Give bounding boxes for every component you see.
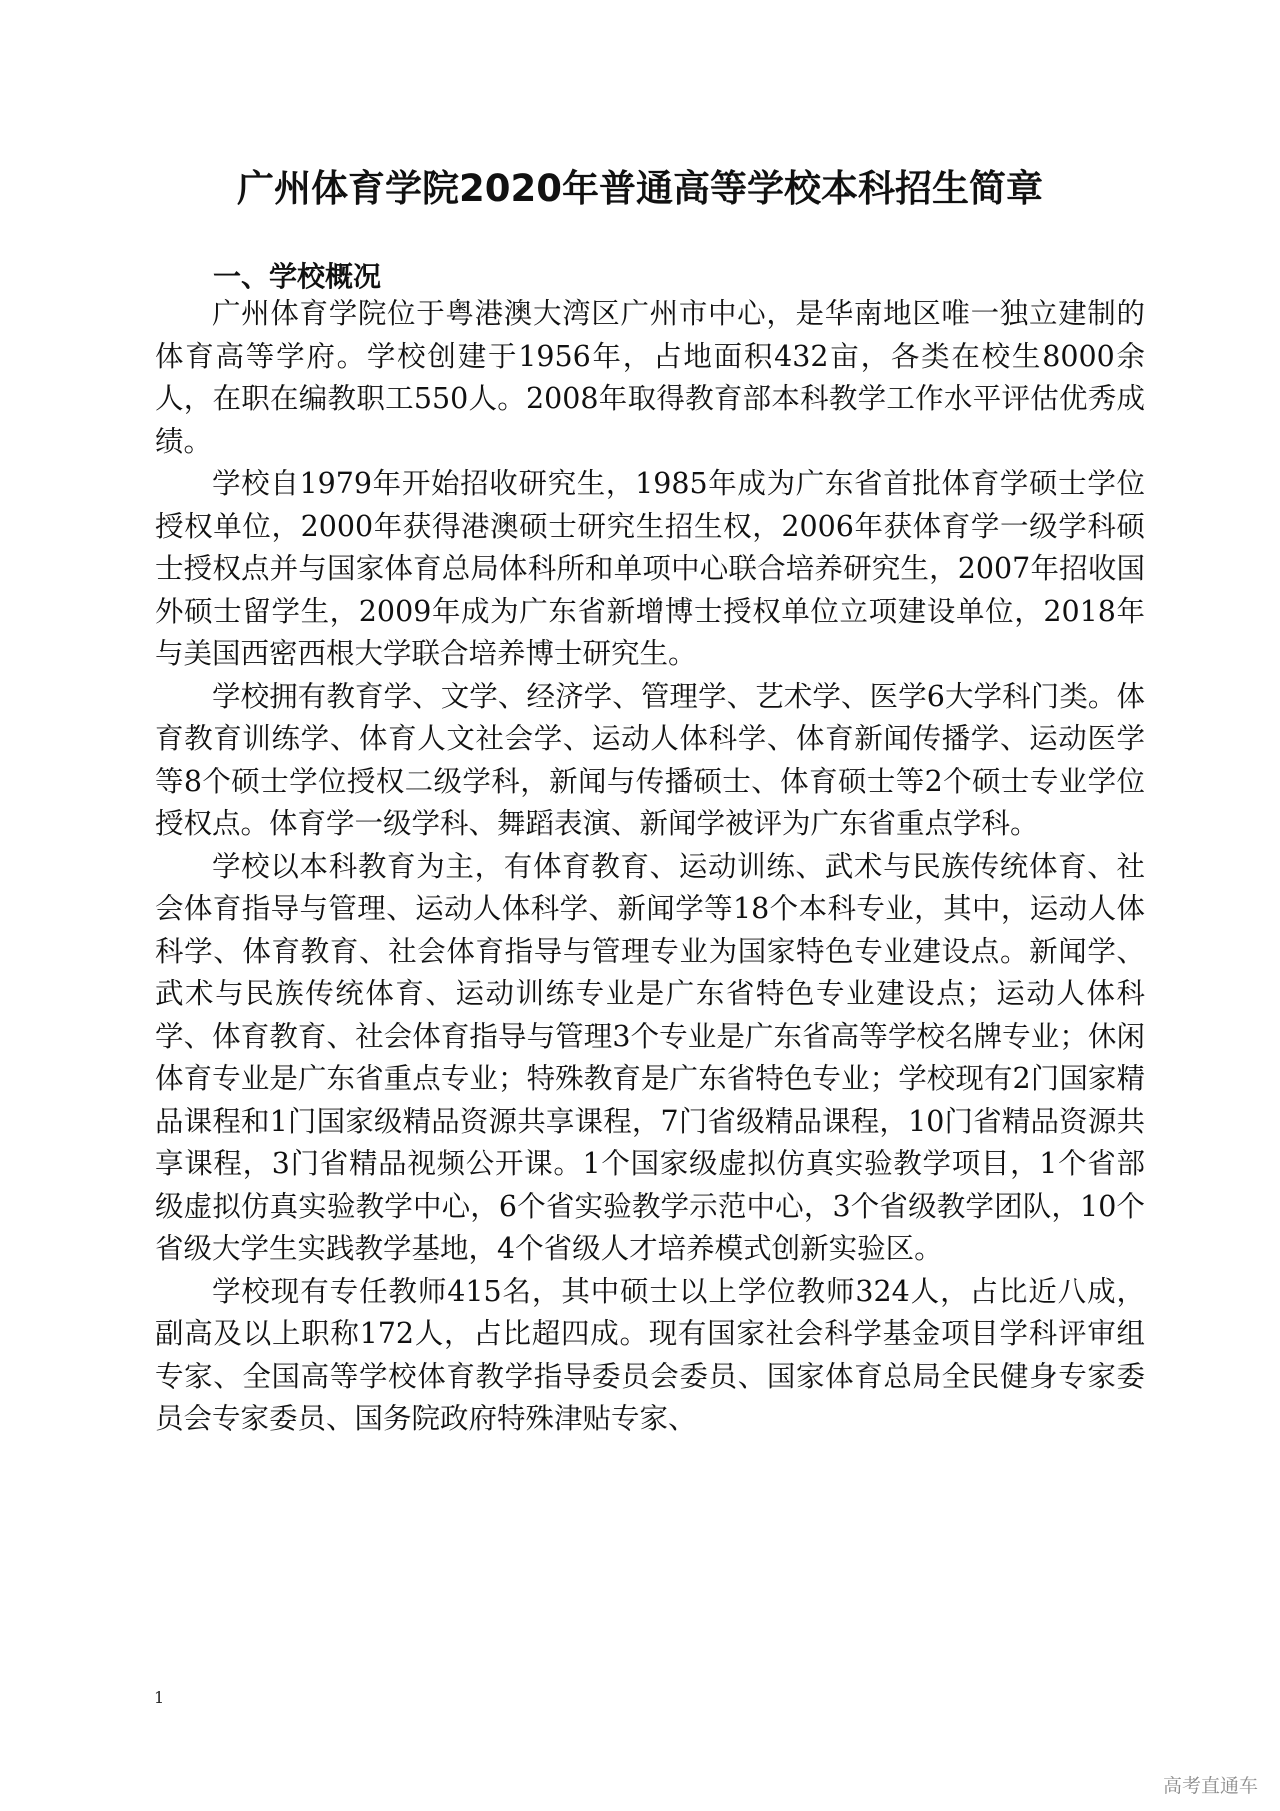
paragraph: 学校现有专任教师415名，其中硕士以上学位教师324人，占比近八成，副高及以上职称172人，占比超四成。现有国家社会科学基金项目学科评审组专家、全国高等学校体育教学指导委员会委员、国家体育总局全民健身专家委员会专家委员、国务院政府特殊津贴专家、 (155, 1274, 1145, 1435)
watermark: 高考直通车 (1162, 1775, 1258, 1797)
body-text (155, 293, 1145, 1441)
page-number: 1 (154, 1688, 165, 1707)
document-title: 广州体育学院2020年普通高等学校本科招生简章 (237, 167, 1043, 210)
paragraph: 学校以本科教育为主，有体育教育、运动训练、武术与民族传统体育、社会体育指导与管理、运动人体科学、新闻学等18个本科专业，其中，运动人体科学、体育教育、社会体育指导与管理专业为国家特色专业建设点。新闻学、武术与民族传统体育、运动训练专业是广东省特色专业建设点；运动人体科学、体育教育、社会体育指导与管理3个专业是广东省高等学校名牌专业；休闲体育专业是广东省重点专业；特殊教育是广东省特色专业；学校现有2门国家精品课程和1门国家级精品资源共享课程，7门省级精品课程，10门省精品资源共享课程，3门省精品视频公开课。1个国家级虚拟仿真实验教学项目，1个省部级虚拟仿真实验教学中心，6个省实验教学示范中心，3个省级教学团队，10个省级大学生实践教学基地，4个省级人才培养模式创新实验区。 (155, 849, 1145, 1265)
section-heading: 一、学校概况 (213, 260, 382, 293)
paragraph: 广州体育学院位于粤港澳大湾区广州市中心，是华南地区唯一独立建制的体育高等学府。学校创建于1956年，占地面积432亩，各类在校生8000余人，在职在编教职工550人。2008年取得教育部本科教学工作水平评估优秀成绩。 (155, 297, 1145, 458)
paragraph: 学校自1979年开始招收研究生，1985年成为广东省首批体育学硕士学位授权单位，2000年获得港澳硕士研究生招生权，2006年获体育学一级学科硕士授权点并与国家体育总局体科所和单项中心联合培养研究生，2007年招收国外硕士留学生，2009年成为广东省新增博士授权单位立项建设单位，2018年与美国西密西根大学联合培养博士研究生。 (155, 467, 1145, 670)
paragraph: 学校拥有教育学、文学、经济学、管理学、艺术学、医学6大学科门类。体育教育训练学、体育人文社会学、运动人体科学、体育新闻传播学、运动医学等8个硕士学位授权二级学科，新闻与传播硕士、体育硕士等2个硕士专业学位授权点。体育学一级学科、舞蹈表演、新闻学被评为广东省重点学科。 (155, 679, 1145, 840)
